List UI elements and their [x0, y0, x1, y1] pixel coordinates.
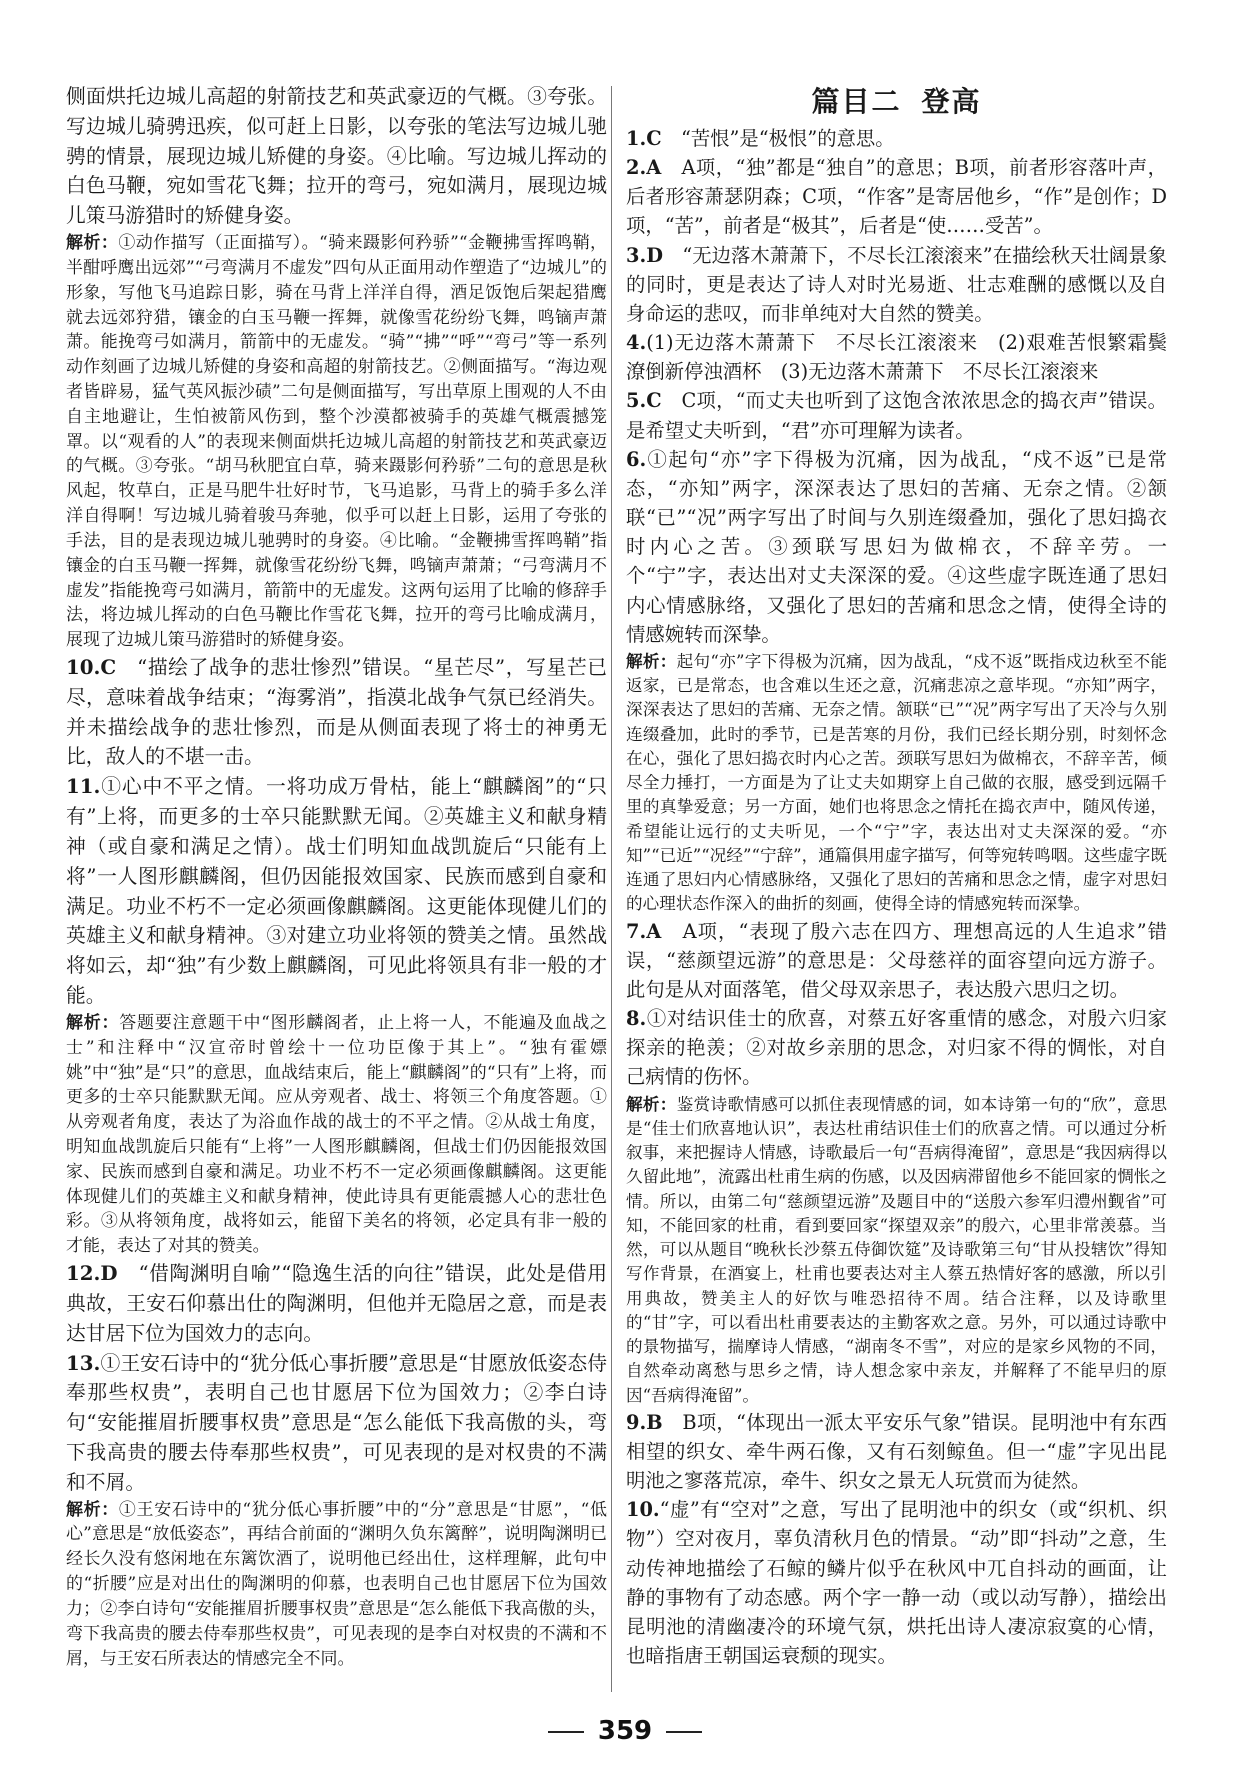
analysis-text: ①王安石诗中的“犹分低心事折腰”中的“分”意思是“甘愿”，“低心”意思是“放低姿态”，再结合前面的“渊明久负东篱醉”，说明陶渊明已经长久没有悠闲地在东篱饮酒了，说明他已经出仕，这样理解，此句中的“折腰”应是对出仕的陶渊明的仰慕，也表明自己也甘愿居下位为国效力；②李白诗句“安能摧眉折腰事权贵”意思是“怎么能低下我高傲的头，弯下我高贵的腰去侍奉那些权贵”，可见表现的是李白对权贵的不满和不屑，与王安石所表达的情感完全不同。	[66, 1499, 607, 1669]
continued-analysis	[66, 231, 607, 653]
continued-answer	[66, 82, 607, 231]
analysis-label: 解析：	[626, 1093, 677, 1114]
analysis-text: 起句“亦”字下得极为沉痛，因为战乱，“戍不返”既指戍边秋至不能返家，已是常态，也含难以生还之意，沉痛悲凉之意毕现。“亦知”两字，深深表达了思妇的苦痛、无奈之情。颔联“已”“况”两字写出了天冷与久别连缀叠加，此时的季节，已是苦寒的月份，我们已经长期分别，时刻怀念在心，强化了思妇捣衣时内心之苦。颈联写思妇为做棉衣，不辞辛苦，倾尽全力捶打，一方面是为了让丈夫如期穿上自己做的衣服，感受到远隔千里的真挚爱意；另一方面，她们也将思念之情托在捣衣声中，随风传递，希望能让远行的丈夫听见，一个“宁”字，表达出对丈夫深深的爱。“亦知”“已近”“况经”“宁辞”，通篇俱用虚字描写，何等宛转鸣咽。这些虚字既连通了思妇内心情感脉络，又强化了思妇的苦痛和思念之情，虚字对思妇的心理状态作深入的曲折的刻画，使得全诗的情感宛转而深挚。	[626, 651, 1167, 914]
question-7	[626, 917, 1167, 1004]
question-12	[66, 1259, 607, 1348]
question-number: 10.	[66, 654, 101, 679]
answer-text: ①起句“亦”字下得极为沉痛，因为战乱，“戍不返”已是常态，“亦知”两字，深深表达了思妇的苦痛、无奈之情。②颔联“已”“况”两字写出了时间与久别连缀叠加，强化了思妇捣衣时内心之苦。③颈联写思妇为做棉衣，不辞辛劳。一个“宁”字，表达出对丈夫深深的爱。④这些虚字既连通了思妇内心情感脉络，又强化了思妇的苦痛和思念之情，使得全诗的情感婉转而深挚。	[626, 447, 1167, 646]
section-title-part: 篇目二	[811, 85, 902, 118]
answer-text: C项，“而丈夫也听到了这饱含浓浓思念的捣衣声”错误。是希望丈夫听到，“君”亦可理解为读者。	[626, 389, 1167, 442]
question-13	[66, 1349, 607, 1672]
question-1	[626, 124, 1167, 153]
answer-text: “无边落木萧萧下，不尽长江滚滚来”在描绘秋天壮阔景象的同时，更是表达了诗人对时光易逝、壮志难酬的感慨以及自身命运的悲叹，而非单纯对大自然的赞美。	[626, 243, 1167, 325]
answer-letter: A	[646, 156, 662, 180]
answer-text: ①王安石诗中的“犹分低心事折腰”意思是“甘愿放低姿态侍奉那些权贵”，表明自己也甘愿居下位为国效力；②李白诗句“安能摧眉折腰事权贵”意思是“怎么能低下我高傲的头，弯下我高贵的腰去侍奉那些权贵”，可见表现的是对权贵的不满和不屑。	[66, 1351, 607, 1494]
question-number: 11.	[66, 774, 101, 799]
answer-text: “借陶渊明自喻”“隐逸生活的向往”错误，此处是借用典故，王安石仰慕出仕的陶渊明，但他并无隐居之意，而是表达甘居下位为国效力的志向。	[66, 1262, 607, 1345]
analysis-text: ①动作描写（正面描写）。“骑来蹑影何矜骄”“金鞭拂雪挥鸣鞘，半酣呼鹰出远郊”“弓弯满月不虚发”四句从正面用动作塑造了“边城儿”的形象，写他飞马追踪日影，骑在马背上洋洋自得，酒足饭饱后架起猎鹰就去远郊狩猎，镶金的白玉马鞭一挥舞，就像雪花纷纷飞舞，鸣镝声萧萧。能挽弯弓如满月，箭箭中的无虚发。“骑”“拂”“呼”“弯弓”等一系列动作刻画了边城儿矫健的身姿和高超的射箭技艺。②侧面描写。“海边观者皆辟易，猛气英风振沙碛”二句是侧面描写，写出草原上围观的人不由自主地避让，生怕被箭风伤到，整个沙漠都被骑手的英雄气概震撼笼罩。以“观看的人”的表现来侧面烘托边城儿高超的射箭技艺和英武豪迈的气概。③夸张。“胡马秋肥宜白草，骑来蹑影何矜骄”二句的意思是秋风起，牧草白，正是马肥牛壮好时节，飞马追影，马背上的骑手多么洋洋自得啊！写边城儿骑着骏马奔驰，似乎可以赶上日影，运用了夸张的手法，目的是表现边城儿驰骋时的身姿。④比喻。“金鞭拂雪挥鸣鞘”指镶金的白玉马鞭一挥舞，就像雪花纷纷飞舞，鸣镝声萧萧；“弓弯满月不虚发”指能挽弯弓如满月，箭箭中的无虚发。这两句运用了比喻的修辞手法，将边城儿挥动的白色马鞭比作雪花飞舞，拉开的弯弓比喻成满月，展现了边城儿策马游猎时的矫健身姿。	[66, 233, 608, 651]
analysis-text: 鉴赏诗歌情感可以抓住表现情感的词，如本诗第一句的“欣”，意思是“佳士们欣喜地认识”，表达杜甫结识佳士们的欣喜之情。可以通过分析叙事，来把握诗人情感，诗歌最后一句“吾病得淹留”，意思是“我因病得以久留此地”，流露出杜甫生病的伤感，以及因病滞留他乡不能回家的惆怅之情。所以，由第二句“慈颜望远游”及题目中的“送殷六参军归澧州觐省”可知，不能回家的杜甫，看到要回家“探望双亲”的殷六，心里非常羡慕。当然，可以从题目“晚秋长沙蔡五侍御饮筵”及诗歌第三句“甘从投辖饮”得知写作背景，在酒宴上，杜甫也要表达对主人蔡五热情好客的感激，所以引用典故，赞美主人的好饮与唯恐招待不周。结合注释，以及诗歌里的“甘”字，可以看出杜甫要表达的主勤客欢之意。另外，可以通过诗歌中的景物描写，揣摩诗人情感，“湖南冬不雪”，对应的是家乡风物的不同，自然牵动离愁与思乡之情，诗人想念家中亲友，并解释了不能早归的原因“吾病得淹留”。	[626, 1094, 1167, 1405]
question-2	[626, 153, 1167, 240]
left-column	[66, 82, 607, 1671]
question-number: 2.	[626, 156, 647, 180]
footer-dash-left	[548, 1731, 584, 1733]
question-number: 3.	[626, 243, 647, 267]
analysis-text: 答题要注意题干中“图形麟阁者，止上将一人，不能遍及血战之士”和注释中“汉宣帝时曾绘十一位功臣像于其上”。“独有霍嫖姚”中“独”是“只”的意思，血战结束后，能上“麒麟阁”的“只有”上将，而更多的士卒只能默默无闻。应从旁观者、战士、将领三个角度答题。①从旁观者角度，表达了为浴血作战的战士的不平之情。②从战士角度，明知血战凯旋后只能有“上将”一人图形麒麟阁，但战士们仍因能报效国家、民族而感到自豪和满足。功业不朽不一定必须画像麒麟阁。这更能体现健儿们的英雄主义和献身精神，使此诗具有更能震撼人心的悲壮色彩。③从将领角度，战将如云，能留下美名的将领，必定具有非一般的才能，表达了对其的赞美。	[66, 1012, 607, 1257]
question-8	[626, 1004, 1167, 1408]
continued-answer-text: 侧面烘托边城儿高超的射箭技艺和英武豪迈的气概。③夸张。写边城儿骑骋迅疾，似可赶上日影，以夸张的笔法写边城儿驰骋的情景，展现边城儿矫健的身姿。④比喻。写边城儿挥动的白色马鞭，宛如雪花飞舞；拉开的弯弓，宛如满月，展现边城儿策马游猎时的矫健身姿。	[66, 85, 607, 228]
section-title	[626, 82, 1167, 122]
question-4	[626, 328, 1187, 386]
answer-text: A项，“表现了殷六志在四方、理想高远的人生追求”错误，“慈颜望远游”的意思是：父母慈祥的面容望向远方游子。此句是从对面落笔，借父母双亲思子，表达殷六思归之切。	[626, 919, 1167, 1001]
question-number: 7.	[626, 919, 647, 943]
footer-dash-right	[666, 1731, 702, 1733]
right-column	[626, 82, 1187, 1670]
answer-text: “虚”有“空对”之意，写出了昆明池中的织女（或“织机、织物”）空对夜月，辜负清秋月色的情景。“动”即“抖动”之意，生动传神地描绘了石鲸的鳞片似乎在秋风中兀自抖动的画面，让静的事物有了动态感。两个字一静一动（或以动写静），描绘出昆明池的清幽凄冷的环境气氛，烘托出诗人凄凉寂寞的心情，也暗指唐王朝国运衰颓的现实。	[626, 1498, 1167, 1667]
analysis-label: 解析：	[626, 650, 677, 671]
question-number: 5.	[626, 389, 647, 413]
analysis-label: 解析：	[66, 233, 119, 254]
answer-text: (1)无边落木萧萧下 不尽长江滚滚来 (2)艰难苦恨繁霜鬓 潦倒新停浊酒杯 (3)无边落木萧萧下 不尽长江滚滚来	[626, 331, 1187, 384]
question-10	[66, 653, 607, 772]
question-number: 8.	[626, 1007, 647, 1031]
question-number: 10.	[626, 1498, 660, 1522]
answer-text: “苦恨”是“极恨”的意思。	[680, 127, 895, 150]
question-10-right	[626, 1495, 1167, 1670]
question-number: 1.	[626, 127, 647, 150]
analysis-label: 解析：	[66, 1499, 119, 1520]
question-number: 9.	[626, 1410, 647, 1434]
answer-text: ①对结识佳士的欣喜，对蔡五好客重情的感念，对殷六归家探亲的艳羡；②对故乡亲朋的思念，对归家不得的惆怅，对自己病情的伤怀。	[626, 1007, 1167, 1089]
answer-letter: C	[646, 127, 662, 150]
question-number: 4.	[626, 331, 647, 355]
answer-text: ①心中不平之情。一将功成万骨枯，能上“麒麟阁”的“只有”上将，而更多的士卒只能默默无闻。②英雄主义和献身精神（或自豪和满足之情）。战士们明知血战凯旋后“只能有上将”一人图形麒麟阁，但仍因能报效国家、民族而感到自豪和满足。功业不朽不一定必须画像麒麟阁。这更能体现健儿们的英雄主义和献身精神。③对建立功业将领的赞美之情。虽然战将如云，却“独”有少数上麒麟阁，可见此将领具有非一般的才能。	[66, 775, 607, 1008]
page-number: 359	[597, 1716, 653, 1746]
answer-letter: B	[646, 1410, 663, 1434]
question-11	[66, 772, 607, 1259]
analysis-label: 解析：	[66, 1012, 120, 1033]
question-6	[626, 445, 1167, 917]
answer-letter: C	[646, 389, 662, 413]
question-5	[626, 386, 1167, 444]
answer-letter: C	[100, 654, 117, 679]
question-number: 6.	[626, 447, 647, 471]
question-9	[626, 1408, 1167, 1495]
section-title-poem: 登高	[921, 85, 982, 118]
answer-letter: D	[100, 1261, 118, 1286]
question-3	[626, 241, 1167, 328]
answer-text: “描绘了战争的悲壮惨烈”错误。“星芒尽”，写星芒已尽，意味着战争结束；“海雾消”，指漠北战争气氛已经消失。并未描绘战争的悲壮惨烈，而是从侧面表现了将士的神勇无比，敌人的不堪一击。	[66, 655, 607, 769]
answer-letter: D	[646, 243, 663, 267]
column-divider	[611, 86, 612, 1692]
answer-letter: A	[646, 919, 662, 943]
answer-text: A项，“独”都是“独自”的意思；B项，前者形容落叶声，后者形容萧瑟阴森；C项，“作客”是寄居他乡，“作”是创作；D项，“苦”，前者是“极其”，后者是“使……受苦”。	[626, 156, 1167, 238]
page-footer	[0, 1716, 1250, 1746]
question-number: 12.	[66, 1261, 101, 1286]
question-number: 13.	[66, 1350, 101, 1375]
answer-text: B项，“体现出一派太平安乐气象”错误。昆明池中有东西相望的织女、牵牛两石像，又有石刻鲸鱼。但一“虚”字见出昆明池之寥落荒凉，牵牛、织女之景无人玩赏而为徒然。	[626, 1410, 1167, 1493]
